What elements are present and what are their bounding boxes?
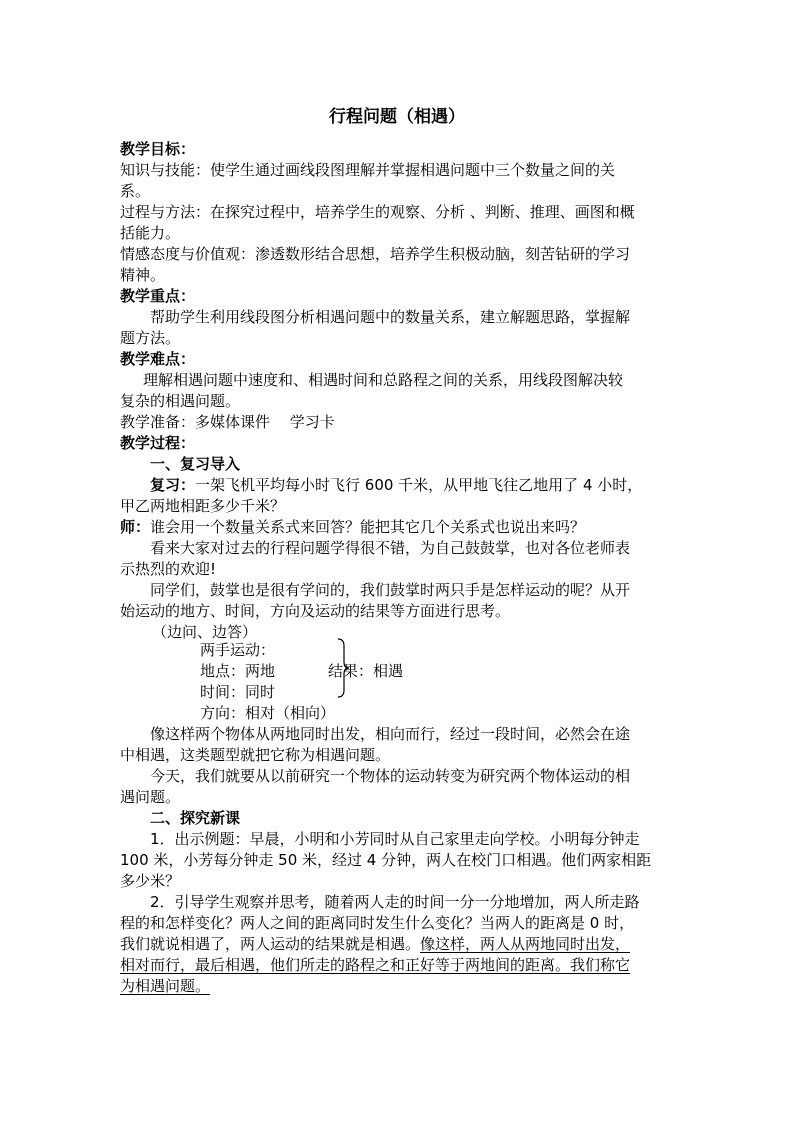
- place-line: 地点：两地: [200, 662, 276, 680]
- direction-line: 方向：相对（相向）: [200, 704, 336, 722]
- difficulty-line-1: 理解相遇问题中速度和、相遇时间和总路程之间的关系，用线段图解决较: [143, 371, 624, 389]
- review-label: 复习：: [150, 476, 196, 494]
- definition-line-2: 中相遇，这类题型就把它称为相遇问题。: [120, 746, 391, 764]
- teacher-question: 谁会用一个数量关系式来回答？能把其它几个关系式也说出来吗？: [150, 518, 586, 536]
- review-line-2: 甲乙两地相距多少千米？: [120, 497, 286, 515]
- example-line-3: 多少米？: [120, 872, 181, 890]
- example-line-1: 1．出示例题：早晨，小明和小芳同时从自己家里走向学校。小明每分钟走: [150, 830, 640, 848]
- key-point-line-2: 题方法。: [120, 329, 181, 347]
- difficulty-heading: 教学难点：: [120, 350, 196, 368]
- teacher-label: 师：: [120, 518, 151, 536]
- goals-emotion-line-2: 精神。: [120, 266, 166, 284]
- time-line: 时间：同时: [200, 683, 276, 701]
- definition-line-1: 像这样两个物体从两地同时出发，相向而行，经过一段时间，必然会在途: [150, 725, 631, 743]
- today-line-1: 今天，我们就要从以前研究一个物体的运动转变为研究两个物体运动的相: [150, 767, 631, 785]
- section-2-heading: 二、探究新课: [150, 809, 241, 827]
- page-title: 行程问题（相遇）: [329, 107, 465, 127]
- hands-motion-label: 两手运动：: [200, 641, 276, 659]
- teacher-question-line: [120, 517, 585, 538]
- guide-line-2: 程的和怎样变化？两人之间的距离同时发生什么变化？当两人的距离是 0 时，: [120, 914, 635, 932]
- guide-line-3: [120, 934, 630, 955]
- process-heading: 教学过程：: [120, 434, 196, 452]
- today-line-2: 遇问题。: [120, 788, 181, 806]
- result-line: 结果：相遇: [328, 662, 404, 680]
- goals-process-line-2: 括能力。: [120, 224, 181, 242]
- clap-line-1: 同学们，鼓掌也是很有学问的，我们鼓掌时两只手是怎样运动的呢？从开: [150, 581, 631, 599]
- guide-line-4: 相对而行，最后相遇，他们所走的路程之和正好等于两地间的距离。我们称它: [120, 956, 631, 974]
- goals-knowledge-line-1: 知识与技能：使学生通过画线段图理解并掌握相遇问题中三个数量之间的关: [120, 161, 616, 179]
- goals-heading: 教学目标：: [120, 140, 196, 158]
- goals-knowledge-line-2: 系。: [120, 182, 151, 200]
- goals-process-line-1: 过程与方法：在探究过程中，培养学生的观察、分析 、判断、推理、画图和概: [120, 203, 635, 221]
- review-line-1: [150, 475, 642, 496]
- guide-line-3-plain: 我们就说相遇了，两人运动的结果就是相遇。: [120, 935, 421, 953]
- goals-emotion-line-1: 情感态度与价值观：渗透数形结合思想，培养学生积极动脑，刻苦钻研的学习: [120, 245, 631, 263]
- example-line-2: 100 米，小芳每分钟走 50 米，经过 4 分钟，两人在校门口相遇。他们两家相距: [120, 851, 652, 869]
- right-brace-icon: [336, 638, 350, 698]
- review-text: 一架飞机平均每小时飞行 600 千米，从甲地飞往乙地用了 4 小时，: [195, 476, 643, 494]
- guide-line-1: 2．引导学生观察并思考，随着两人走的时间一分一分地增加，两人所走路: [150, 893, 640, 911]
- key-point-heading: 教学重点：: [120, 287, 196, 305]
- preparation-line: 教学准备：多媒体课件 学习卡: [120, 413, 335, 431]
- clap-line-2: 始运动的地方、时间，方向及运动的结果等方面进行思考。: [120, 602, 511, 620]
- key-point-line-1: 帮助学生利用线段图分析相遇问题中的数量关系，建立解题思路，掌握解: [150, 308, 631, 326]
- guide-line-3-underlined: 像这样，两人从两地同时出发，: [420, 935, 631, 953]
- section-1-heading: 一、复习导入: [150, 455, 241, 473]
- ask-answer-note: （边问、边答）: [152, 623, 258, 641]
- difficulty-line-2: 复杂的相遇问题。: [120, 392, 241, 410]
- praise-line-2: 示热烈的欢迎!: [120, 560, 217, 578]
- praise-line-1: 看来大家对过去的行程问题学得很不错，为自己鼓鼓掌，也对各位老师表: [150, 539, 631, 557]
- guide-line-5: 为相遇问题。: [120, 977, 211, 995]
